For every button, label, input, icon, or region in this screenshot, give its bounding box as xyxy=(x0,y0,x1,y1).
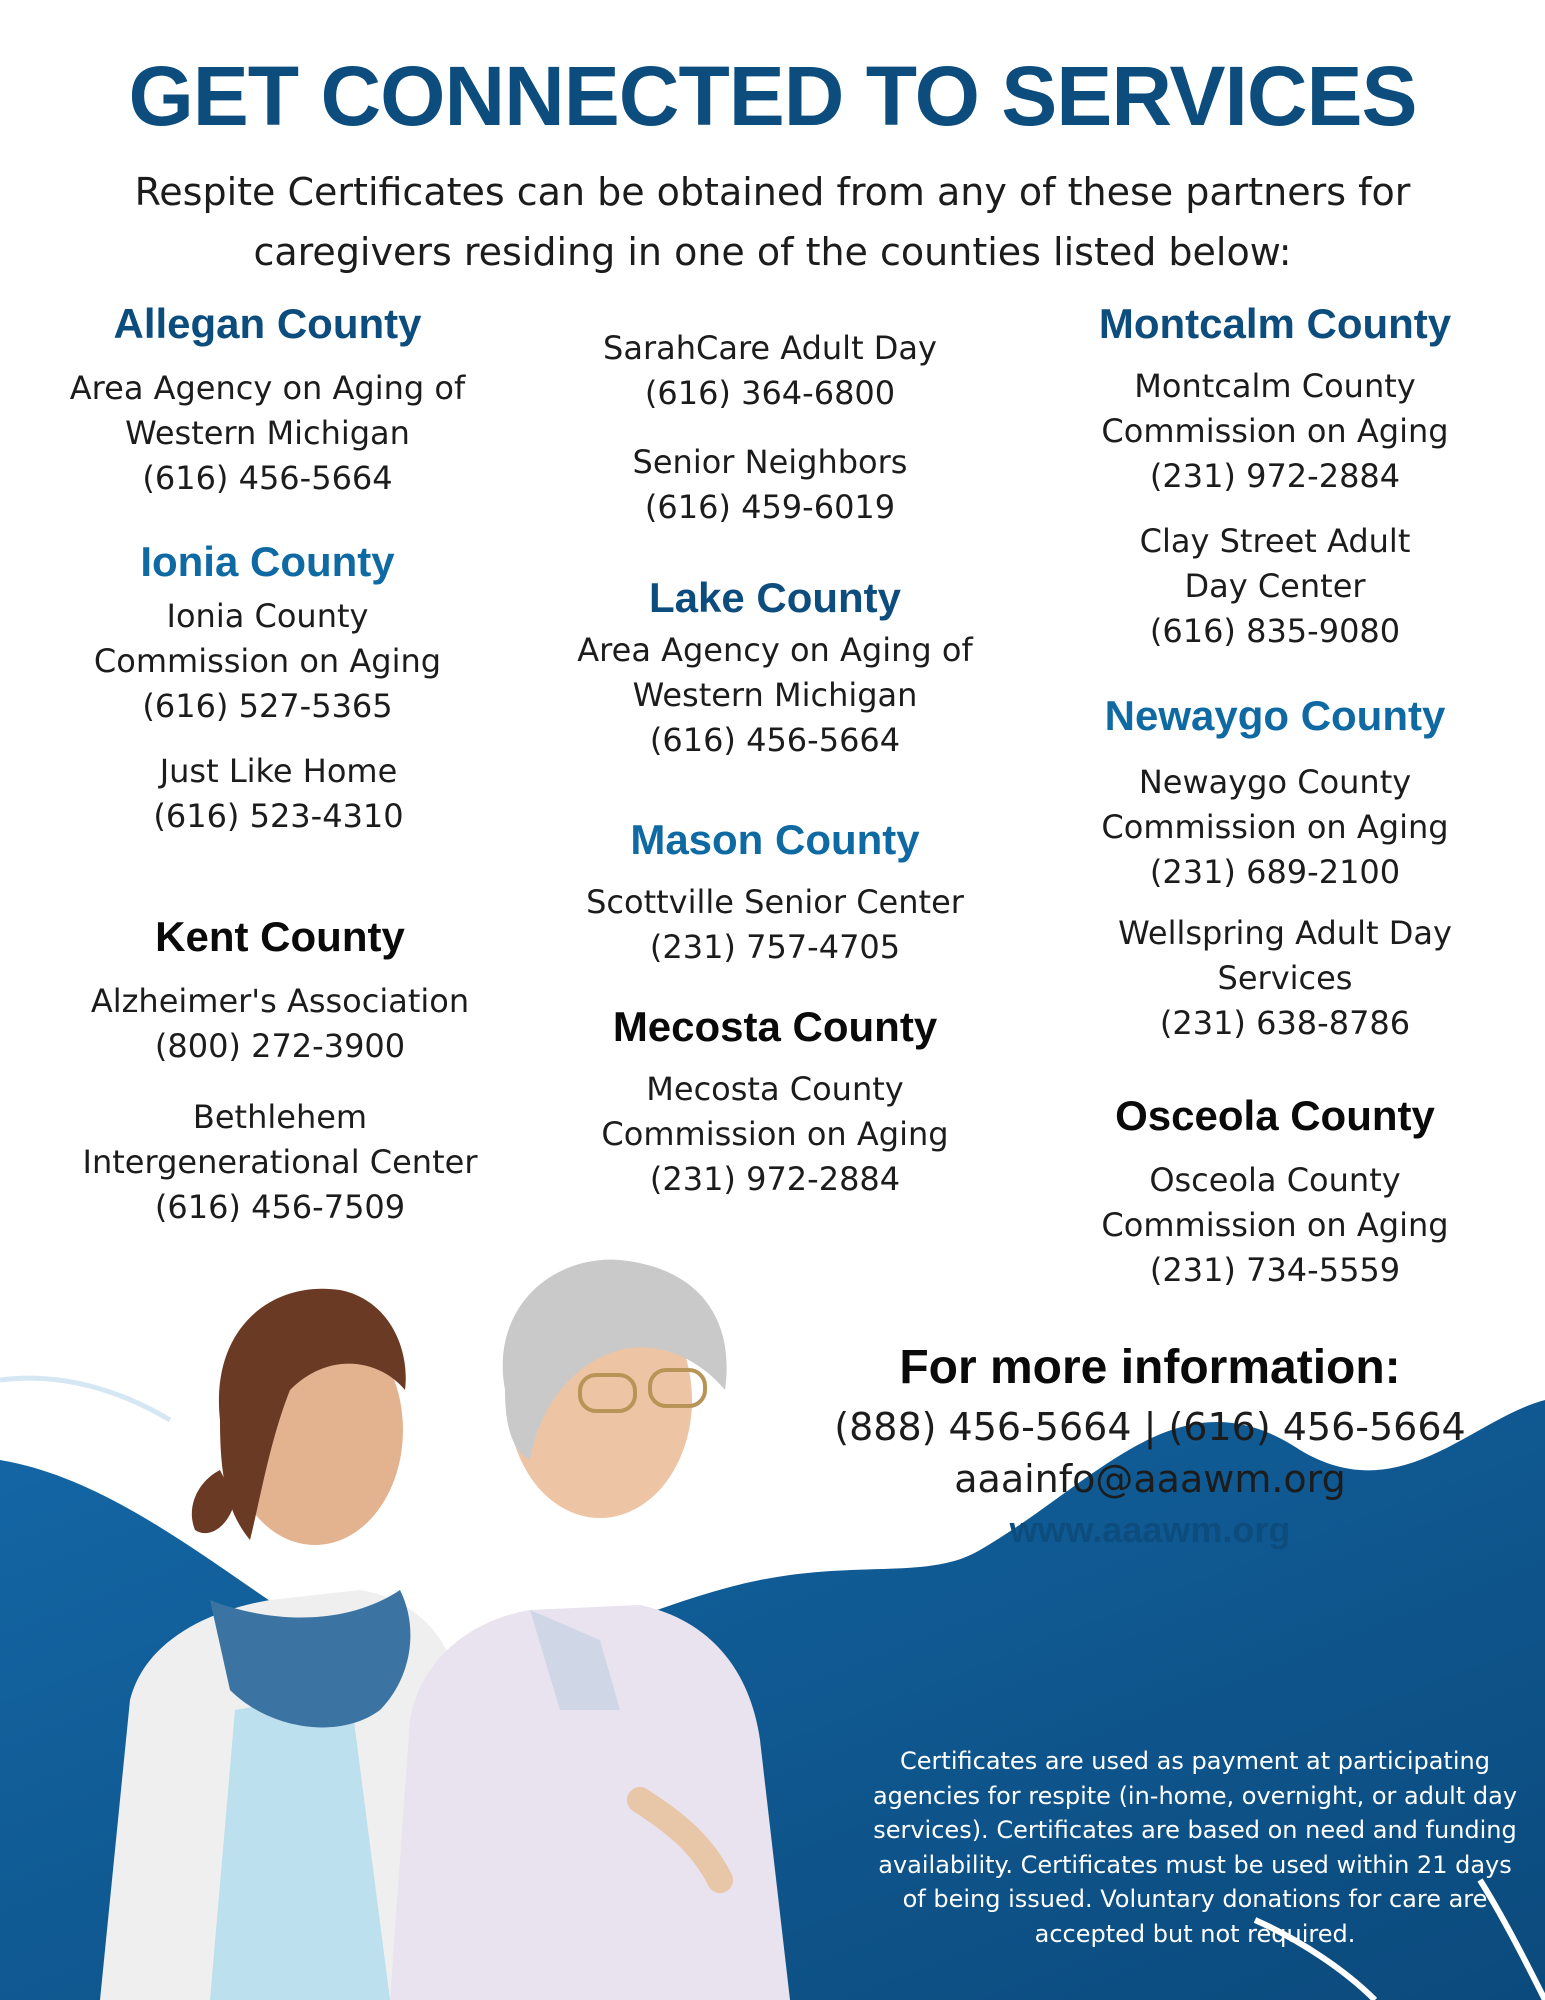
county-lake xyxy=(545,570,1005,763)
partner-name: Intergenerational Center xyxy=(82,1143,478,1181)
county-heading: Montcalm County xyxy=(1098,300,1452,347)
partner-name: Services xyxy=(1217,959,1353,997)
partner-name: Western Michigan xyxy=(632,676,918,714)
older-woman-figure xyxy=(390,1260,790,2000)
partner-name: Wellspring Adult Day xyxy=(1118,914,1452,952)
partner-phone: (616) 523-4310 xyxy=(153,797,404,835)
partner-entry xyxy=(62,749,495,839)
contact-email[interactable]: aaainfo@aaawm.org xyxy=(954,1457,1346,1501)
partner-name: Commission on Aging xyxy=(1101,1206,1449,1244)
partner-entry xyxy=(1065,911,1505,1046)
partner-name: Mecosta County xyxy=(646,1070,904,1108)
partner-phone: (616) 456-5664 xyxy=(142,459,393,497)
partner-name: Commission on Aging xyxy=(1101,412,1449,450)
partner-name: Ionia County xyxy=(166,597,369,635)
county-ionia xyxy=(40,534,495,839)
partner-phone: (231) 689-2100 xyxy=(1149,853,1401,891)
intro-text xyxy=(40,162,1505,282)
partner-name: Bethlehem xyxy=(192,1098,368,1136)
county-heading: Allegan County xyxy=(113,300,422,347)
county-kent xyxy=(50,909,510,1230)
partner-phone: (231) 972-2884 xyxy=(1149,457,1401,495)
partner-name: Just Like Home xyxy=(159,752,398,790)
county-mecosta xyxy=(545,999,1005,1202)
partner-name: Newaygo County xyxy=(1138,763,1412,801)
partner-name: Senior Neighbors xyxy=(632,443,908,481)
disclaimer-text xyxy=(865,1744,1525,1951)
partner-phone: (616) 364-6800 xyxy=(644,374,896,412)
county-allegan xyxy=(40,296,495,501)
county-heading: Lake County xyxy=(648,574,902,621)
partner-entry xyxy=(1045,760,1505,895)
contact-phones: (888) 456-5664 | (616) 456-5664 xyxy=(834,1405,1466,1449)
county-newaygo xyxy=(1045,688,1505,1046)
partner-phone: (231) 638-8786 xyxy=(1159,1004,1411,1042)
partner-phone: (231) 734-5559 xyxy=(1149,1251,1401,1289)
contact-block xyxy=(800,1335,1500,1555)
partner-entry xyxy=(1045,364,1505,499)
partner-name: Commission on Aging xyxy=(93,642,442,680)
county-mason xyxy=(545,812,1005,970)
partner-phone: (231) 972-2884 xyxy=(649,1160,901,1198)
partner-entry xyxy=(40,594,495,729)
disclaimer-line: accepted but not required. xyxy=(1034,1919,1356,1948)
disclaimer-line: availability. Certificates must be used within 21 days xyxy=(878,1850,1512,1879)
partner-phone: (231) 757-4705 xyxy=(649,928,901,966)
county-osceola xyxy=(1045,1088,1505,1293)
county-heading: Mecosta County xyxy=(612,1003,938,1050)
disclaimer-line: Certificates are used as payment at participating xyxy=(900,1747,1490,1775)
partner-entry xyxy=(50,979,510,1069)
intro-line: Respite Certificates can be obtained from any of these partners for xyxy=(134,170,1411,214)
county-heading: Ionia County xyxy=(140,538,395,585)
contact-title: For more information: xyxy=(899,1341,1401,1394)
partner-entry xyxy=(1045,1158,1505,1293)
disclaimer-line: services). Certificates are based on need and funding xyxy=(873,1816,1517,1844)
partner-name: Commission on Aging xyxy=(1101,808,1449,846)
partner-name: Montcalm County xyxy=(1134,367,1416,405)
partner-entry xyxy=(1045,519,1505,654)
partner-name: Area Agency on Aging of xyxy=(69,369,466,407)
partner-entry xyxy=(50,1095,510,1230)
disclaimer-line: agencies for respite (in-home, overnight, or adult day xyxy=(872,1781,1518,1810)
partner-name: Scottville Senior Center xyxy=(586,883,964,921)
partner-name: Day Center xyxy=(1184,567,1366,605)
partner-entry xyxy=(540,440,1000,530)
partner-phone: (616) 527-5365 xyxy=(142,687,393,725)
page-title: GET CONNECTED TO SERVICES xyxy=(128,49,1417,143)
partner-entry xyxy=(40,366,495,501)
kent-continued xyxy=(540,326,1000,530)
intro-line: caregivers residing in one of the counties listed below: xyxy=(253,230,1292,274)
partner-name: SarahCare Adult Day xyxy=(603,329,937,367)
disclaimer-line: of being issued. Voluntary donations for care are xyxy=(902,1885,1488,1913)
partner-phone: (616) 456-7509 xyxy=(154,1188,406,1226)
partner-name: Area Agency on Aging of xyxy=(577,631,973,669)
partner-entry xyxy=(545,1067,1005,1202)
partner-phone: (616) 456-5664 xyxy=(649,721,901,759)
partner-name: Osceola County xyxy=(1149,1161,1401,1199)
partner-entry xyxy=(540,326,1000,416)
website-link[interactable]: www.aaawm.org xyxy=(1009,1509,1291,1550)
partner-phone: (800) 272-3900 xyxy=(154,1027,406,1065)
county-heading: Mason County xyxy=(630,816,920,863)
partner-name: Western Michigan xyxy=(125,414,410,452)
partner-name: Commission on Aging xyxy=(601,1115,949,1153)
county-montcalm xyxy=(1045,296,1505,654)
county-heading: Osceola County xyxy=(1115,1092,1435,1139)
partner-entry xyxy=(545,628,1005,763)
county-heading: Newaygo County xyxy=(1104,692,1446,739)
county-heading: Kent County xyxy=(155,913,405,960)
partner-phone: (616) 459-6019 xyxy=(644,488,896,526)
partner-name: Alzheimer's Association xyxy=(90,982,470,1020)
partner-entry xyxy=(545,880,1005,970)
partner-name: Clay Street Adult xyxy=(1139,522,1411,560)
partner-phone: (616) 835-9080 xyxy=(1149,612,1401,650)
